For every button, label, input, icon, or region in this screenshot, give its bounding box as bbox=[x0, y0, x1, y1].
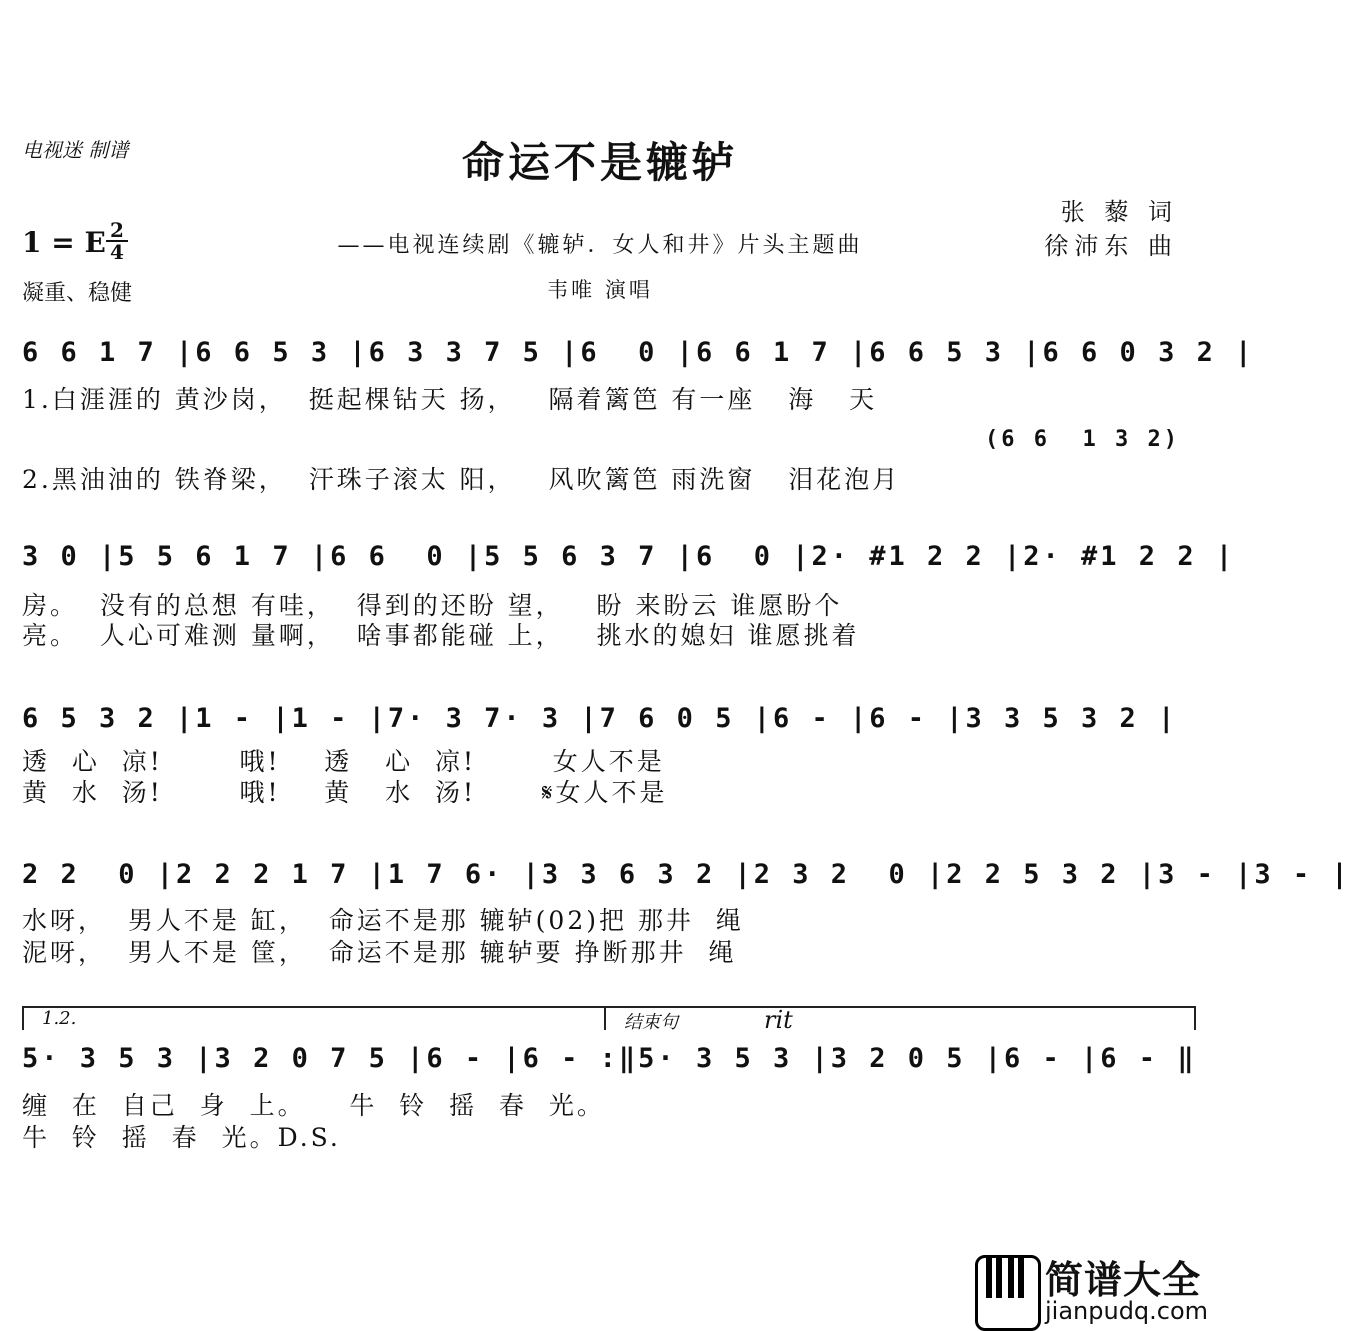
composer-credit: 徐沛东 曲 bbox=[1044, 232, 1178, 260]
system-3-notes: 6 5 3 2 |1 - |1 - |7· 3 7· 3 |7 6 0 5 |6 - |6 - |3 3 5 3 2 | bbox=[22, 703, 1178, 734]
time-signature-bottom: 4 bbox=[110, 240, 124, 264]
system-5-verse-2: 牛 铃 摇 春 光。D.S. bbox=[22, 1123, 341, 1152]
tempo-marking: 凝重、稳健 bbox=[22, 281, 133, 306]
site-logo bbox=[975, 1251, 1209, 1329]
system-5-notes: 5· 3 5 3 |3 2 0 7 5 |6 - |6 - :‖5· 3 5 3 |3 2 0 5 |6 - |6 - ‖ bbox=[22, 1043, 1197, 1074]
system-1-notes: 6 6 1 7 |6 6 5 3 |6 3 3 7 5 |6 0 |6 6 1 7 |6 6 5 3 |6 6 0 3 2 | bbox=[22, 337, 1255, 368]
system-3-verse-2: 黄 水 汤! 哦! 黄 水 汤! 𝄋女人不是 bbox=[22, 778, 668, 807]
system-1-verse-2: 2.黑油油的 铁脊梁， 汗珠子滚太 阳， 风吹篱笆 雨洗窗 泪花泡月 bbox=[22, 465, 901, 494]
system-4-verse-2: 泥呀， 男人不是 筐， 命运不是那 辘轳要 挣断那井 绳 bbox=[22, 938, 737, 967]
system-4-notes: 2 2 0 |2 2 2 1 7 |1 7 6· |3 3 6 3 2 |2 3 2 0 |2 2 5 3 2 |3 - |3 - | bbox=[22, 859, 1351, 890]
subtitle: ——电视连续剧《辘轳．女人和井》片头主题曲 bbox=[337, 233, 863, 258]
system-1-verse-1: 1.白涯涯的 黄沙岗， 挺起棵钻天 扬， 隔着篱笆 有一座 海 天 bbox=[22, 385, 878, 414]
song-title: 命运不是辘轳 bbox=[461, 138, 738, 187]
maker-credit: 电视迷 制谱 bbox=[22, 138, 129, 162]
system-2-verse-1: 房。 没有的总想 有哇， 得到的还盼 望， 盼 来盼云 谁愿盼个 bbox=[22, 591, 843, 620]
lyricist-credit: 张 藜 词 bbox=[1060, 198, 1178, 226]
logo-url: jianpudq.com bbox=[1045, 1297, 1209, 1325]
volta-first-ending: 1.2. bbox=[22, 1006, 616, 1030]
logo-name: 简谱大全 bbox=[1045, 1258, 1202, 1302]
system-2-verse-2: 亮。 人心可难测 量啊， 啥事都能碰 上， 挑水的媳妇 谁愿挑着 bbox=[22, 621, 860, 650]
volta-ending-phrase: 结束句 bbox=[604, 1006, 1196, 1030]
system-4-verse-1: 水呀， 男人不是 缸， 命运不是那 辘轳(02)把 那井 绳 bbox=[22, 906, 744, 935]
piano-icon bbox=[975, 1255, 1041, 1331]
system-1-alt-notes: (6 6 1 3 2) bbox=[985, 427, 1180, 452]
time-signature-top: 2 bbox=[110, 218, 124, 242]
key-signature: 1 = E bbox=[22, 226, 106, 259]
ritardando-marking: rit bbox=[764, 1006, 793, 1034]
system-5-verse-1: 缠 在 自己 身 上。 牛 铃 摇 春 光。 bbox=[22, 1091, 605, 1120]
singer-credit: 韦唯 演唱 bbox=[547, 278, 653, 302]
system-2-notes: 3 0 |5 5 6 1 7 |6 6 0 |5 5 6 3 7 |6 0 |2· #1 2 2 |2· #1 2 2 | bbox=[22, 541, 1236, 572]
system-3-verse-1: 透 心 凉! 哦! 透 心 凉! 女人不是 bbox=[22, 747, 665, 776]
